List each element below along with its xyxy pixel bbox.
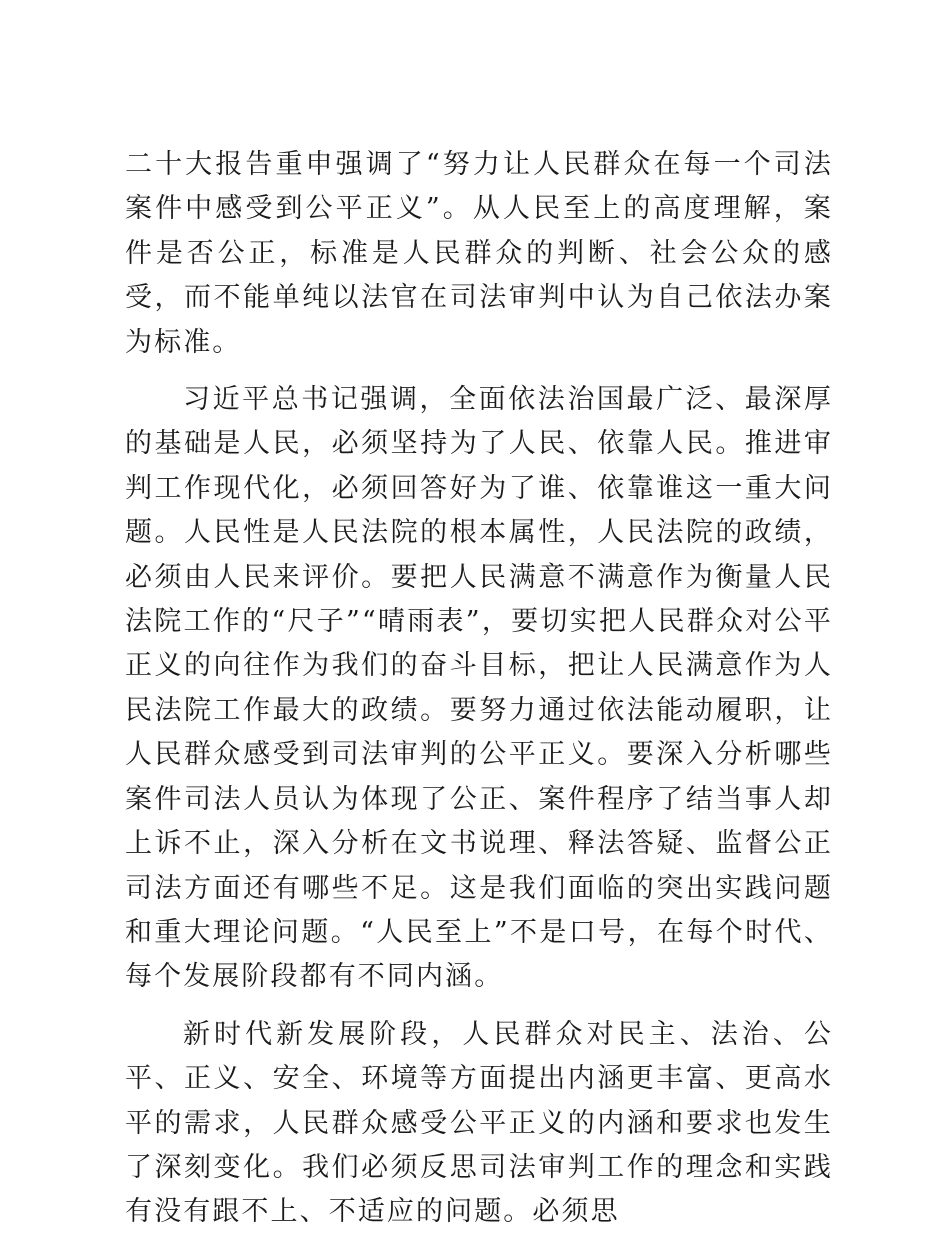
- document-page: [125, 143, 833, 1235]
- paragraph-gap: [125, 365, 833, 378]
- paragraph-3: 新时代新发展阶段，人民群众对民主、法治、公平、正义、安全、环境等方面提出内涵更丰富、更高水平的需求，人民群众感受公平正义的内涵和要求也发生了深刻变化。我们必须反思司法审判工作的理念和实践有没有跟不上、不适应的问题。必须思: [125, 1018, 833, 1228]
- paragraph-gap: [125, 1000, 833, 1013]
- paragraph-2: 习近平总书记强调，全面依法治国最广泛、最深厚的基础是人民，必须坚持为了人民、依靠人民。推进审判工作现代化，必须回答好为了谁、依靠谁这一重大问题。人民性是人民法院的根本属性，人民法院的政绩，必须由人民来评价。要把人民满意不满意作为衡量人民法院工作的“尺子”“晴雨表”，要切实把人民群众对公平正义的向往作为我们的奋斗目标，把让人民满意作为人民法院工作最大的政绩。要努力通过依法能动履职，让人民群众感受到司法审判的公平正义。要深入分析哪些案件司法人员认为体现了公正、案件程序了结当事人却上诉不止，深入分析在文书说理、释法答疑、监督公正司法方面还有哪些不足。这是我们面临的突出实践问题和重大理论问题。“人民至上”不是口号，在每个时代、每个发展阶段都有不同内涵。: [125, 384, 833, 993]
- paragraph-1: 二十大报告重申强调了“努力让人民群众在每一个司法案件中感受到公平正义”。从人民至上的高度理解，案件是否公正，标准是人民群众的判断、社会公众的感受，而不能单纯以法官在司法审判中认为自己依法办案为标准。: [125, 149, 833, 358]
